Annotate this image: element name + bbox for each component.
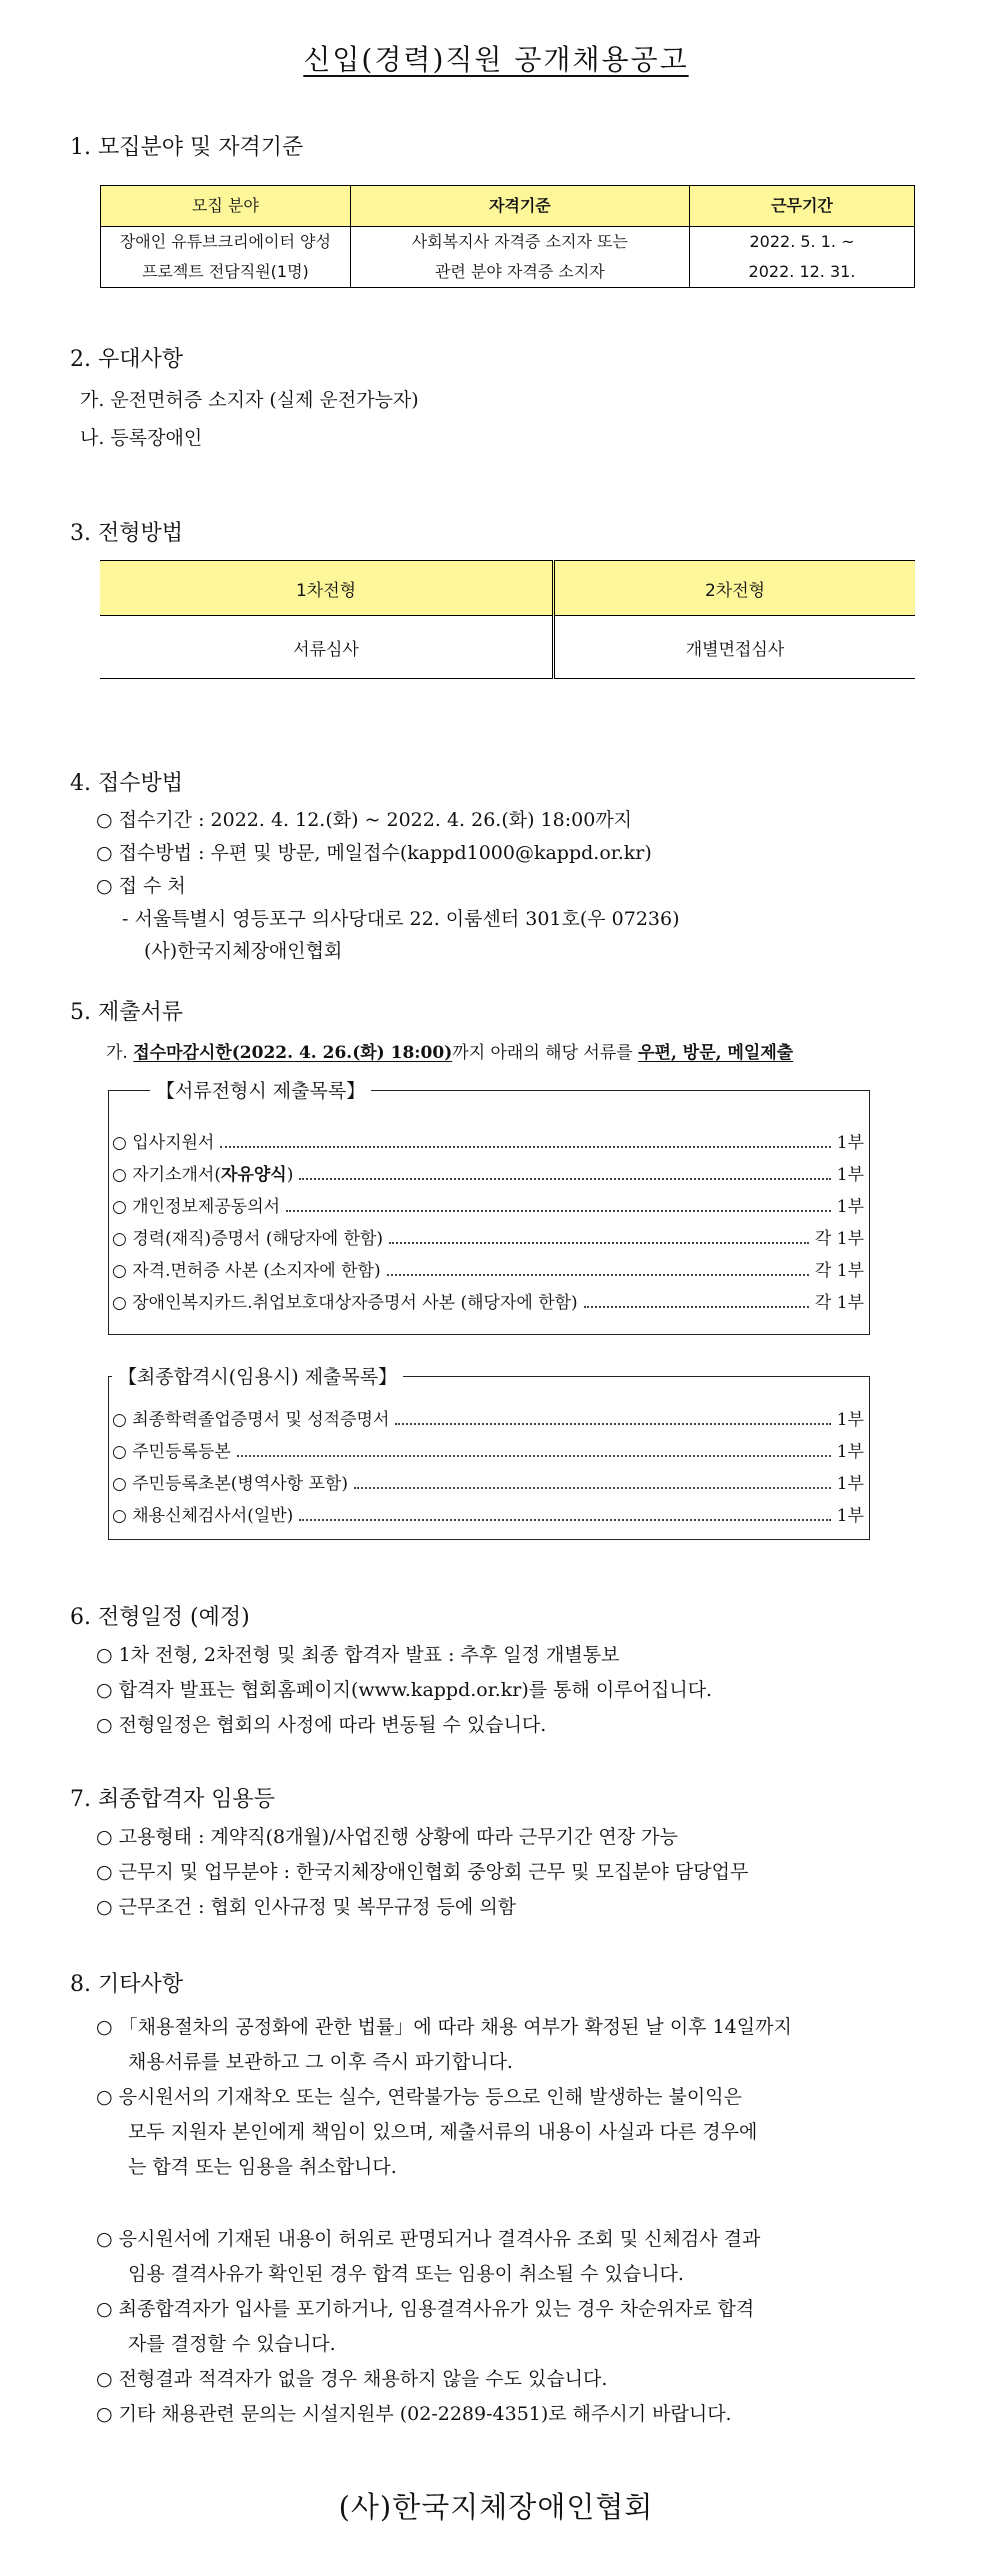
dot-leader (220, 1146, 830, 1148)
cell-field (101, 227, 351, 288)
period-line-2: 2022. 12. 31. (748, 262, 856, 281)
dot-leader (389, 1242, 809, 1244)
application-method: ○ 접수방법 : 우편 및 방문, 메일접수(kappd1000@kappd.or.kr) (96, 842, 652, 864)
item-quantity: 1부 (836, 1133, 864, 1153)
item-label: ○ 자기소개서(자유양식) (112, 1165, 294, 1185)
stage-2-header: 2차전형 (554, 561, 916, 616)
page-title-text: 신입(경력)직원 공개채용공고 (303, 43, 689, 76)
list-item (112, 1256, 864, 1281)
preference-item-2: 나. 등록장애인 (80, 427, 203, 449)
misc-line: 자를 결정할 수 있습니다. (128, 2333, 336, 2355)
item-label: ○ 주민등록초본(병역사항 포함) (112, 1474, 348, 1494)
intro-deadline: 접수마감시한(2022. 4. 26.(화) 18:00) (133, 1043, 453, 1063)
section-7-heading: 7. 최종합격자 임용등 (70, 1787, 275, 1812)
recruit-table-row (101, 227, 915, 288)
selection-table-row (100, 616, 915, 679)
item-label: ○ 장애인복지카드.취업보호대상자증명서 사본 (해당자에 한함) (112, 1293, 578, 1313)
list-item (112, 1437, 864, 1462)
appointment-line-1: ○ 고용형태 : 계약직(8개월)/사업진행 상황에 따라 근무기간 연장 가능 (96, 1826, 678, 1848)
application-place-label: ○ 접 수 처 (96, 875, 186, 897)
schedule-line-3: ○ 전형일정은 협회의 사정에 따라 변동될 수 있습니다. (96, 1714, 547, 1736)
item-quantity: 1부 (836, 1506, 864, 1526)
dot-leader (354, 1487, 831, 1489)
footer-organization: (사)한국지체장애인협회 (338, 2490, 654, 2524)
item-label: ○ 채용신체검사서(일반) (112, 1506, 294, 1526)
application-address: - 서울특별시 영등포구 의사당대로 22. 이룸센터 301호(우 07236) (122, 908, 680, 930)
list-item (112, 1501, 864, 1526)
intro-prefix: 가. (106, 1043, 134, 1063)
item-label: ○ 개인정보제공동의서 (112, 1197, 281, 1217)
item-quantity: 1부 (836, 1410, 864, 1430)
cell-period (689, 227, 914, 288)
list-item (112, 1160, 864, 1185)
dot-leader (299, 1178, 830, 1180)
misc-line: 채용서류를 보관하고 그 이후 즉시 파기합니다. (128, 2051, 513, 2073)
dot-leader (286, 1210, 831, 1212)
item-label: ○ 주민등록등본 (112, 1442, 231, 1462)
item-quantity: 1부 (836, 1442, 864, 1462)
intro-mid: 까지 아래의 해당 서류를 (452, 1043, 639, 1063)
document-box-screening-title: 【서류전형시 제출목록】 (150, 1076, 371, 1103)
page-title (0, 38, 992, 78)
header-period: 근무기간 (689, 186, 914, 227)
appointment-line-2: ○ 근무지 및 업무분야 : 한국지체장애인협회 중앙회 근무 및 모집분야 담당업무 (96, 1861, 749, 1883)
dot-leader (299, 1519, 830, 1521)
selection-table-header (100, 561, 915, 616)
item-quantity: 각 1부 (814, 1261, 864, 1281)
section-8-heading: 8. 기타사항 (70, 1972, 183, 1997)
intro-method: 우편, 방문, 메일제출 (638, 1043, 794, 1063)
application-organization: (사)한국지체장애인협회 (144, 940, 343, 962)
cell-qualification (350, 227, 689, 288)
misc-line: ○ 응시원서에 기재된 내용이 허위로 판명되거나 결격사유 조회 및 신체검사 결과 (96, 2228, 761, 2250)
header-qualification: 자격기준 (350, 186, 689, 227)
recruit-table-header (101, 186, 915, 227)
section-4-heading: 4. 접수방법 (70, 771, 183, 796)
misc-line: 는 합격 또는 임용을 취소합니다. (128, 2156, 397, 2178)
misc-line: ○ 「채용절차의 공정화에 관한 법률」에 따라 채용 여부가 확정된 날 이후 14일까지 (96, 2016, 792, 2038)
item-quantity: 각 1부 (814, 1293, 864, 1313)
misc-line: 모두 지원자 본인에게 책임이 있으며, 제출서류의 내용이 사실과 다른 경우에 (128, 2121, 758, 2143)
header-field: 모집 분야 (101, 186, 351, 227)
list-item (112, 1128, 864, 1153)
dot-leader (584, 1306, 809, 1308)
misc-line: ○ 전형결과 적격자가 없을 경우 채용하지 않을 수도 있습니다. (96, 2368, 608, 2390)
item-label-emphasis: 자유양식 (220, 1165, 287, 1185)
item-quantity: 1부 (836, 1474, 864, 1494)
preference-item-1: 가. 운전면허증 소지자 (실제 운전가능자) (80, 389, 419, 411)
section-6-heading: 6. 전형일정 (예정) (70, 1605, 250, 1630)
list-item (112, 1224, 864, 1249)
item-label: ○ 최종학력졸업증명서 및 성적증명서 (112, 1410, 390, 1430)
item-label: ○ 경력(재직)증명서 (해당자에 한함) (112, 1229, 384, 1249)
item-label: ○ 자격.면허증 사본 (소지자에 한함) (112, 1261, 381, 1281)
documents-intro (106, 1038, 793, 1063)
item-quantity: 1부 (836, 1165, 864, 1185)
application-period: ○ 접수기간 : 2022. 4. 12.(화) ~ 2022. 4. 26.(화) 18:00까지 (96, 809, 633, 831)
stage-2-value: 개별면접심사 (554, 616, 916, 679)
misc-line: ○ 기타 채용관련 문의는 시설지원부 (02-2289-4351)로 해주시기 바랍니다. (96, 2403, 732, 2425)
qual-line-2: 관련 분야 자격증 소지자 (434, 262, 605, 281)
qual-line-1: 사회복지사 자격증 소지자 또는 (411, 232, 628, 251)
list-item (112, 1192, 864, 1217)
item-label: ○ 입사지원서 (112, 1133, 215, 1153)
document-box-final-title: 【최종합격시(임용시) 제출목록】 (112, 1362, 403, 1389)
misc-line: ○ 최종합격자가 입사를 포기하거나, 임용결격사유가 있는 경우 차순위자로 합격 (96, 2298, 755, 2320)
schedule-line-1: ○ 1차 전형, 2차전형 및 최종 합격자 발표 : 추후 일정 개별통보 (96, 1644, 620, 1666)
appointment-line-3: ○ 근무조건 : 협회 인사규정 및 복무규정 등에 의함 (96, 1896, 517, 1918)
dot-leader (237, 1455, 831, 1457)
list-item (112, 1469, 864, 1494)
section-1-heading: 1. 모집분야 및 자격기준 (70, 135, 304, 160)
list-item (112, 1405, 864, 1430)
period-line-1: 2022. 5. 1. ~ (749, 232, 855, 251)
field-line-1: 장애인 유튜브크리에이터 양성 (119, 232, 331, 251)
stage-1-value: 서류심사 (100, 616, 554, 679)
dot-leader (387, 1274, 809, 1276)
schedule-line-2: ○ 합격자 발표는 협회홈페이지(www.kappd.or.kr)를 통해 이루어집니다. (96, 1679, 713, 1701)
field-line-2: 프로젝트 전담직원(1명) (141, 262, 309, 281)
list-item (112, 1288, 864, 1313)
section-5-heading: 5. 제출서류 (70, 1000, 183, 1025)
stage-1-header: 1차전형 (100, 561, 554, 616)
section-2-heading: 2. 우대사항 (70, 347, 183, 372)
section-3-heading: 3. 전형방법 (70, 521, 183, 546)
dot-leader (395, 1423, 830, 1425)
recruit-table (100, 185, 915, 288)
item-quantity: 각 1부 (814, 1229, 864, 1249)
item-quantity: 1부 (836, 1197, 864, 1217)
misc-line: 임용 결격사유가 확인된 경우 합격 또는 임용이 취소될 수 있습니다. (128, 2263, 684, 2285)
selection-table (100, 560, 915, 679)
misc-line: ○ 응시원서의 기재착오 또는 실수, 연락불가능 등으로 인해 발생하는 불이익은 (96, 2086, 742, 2108)
